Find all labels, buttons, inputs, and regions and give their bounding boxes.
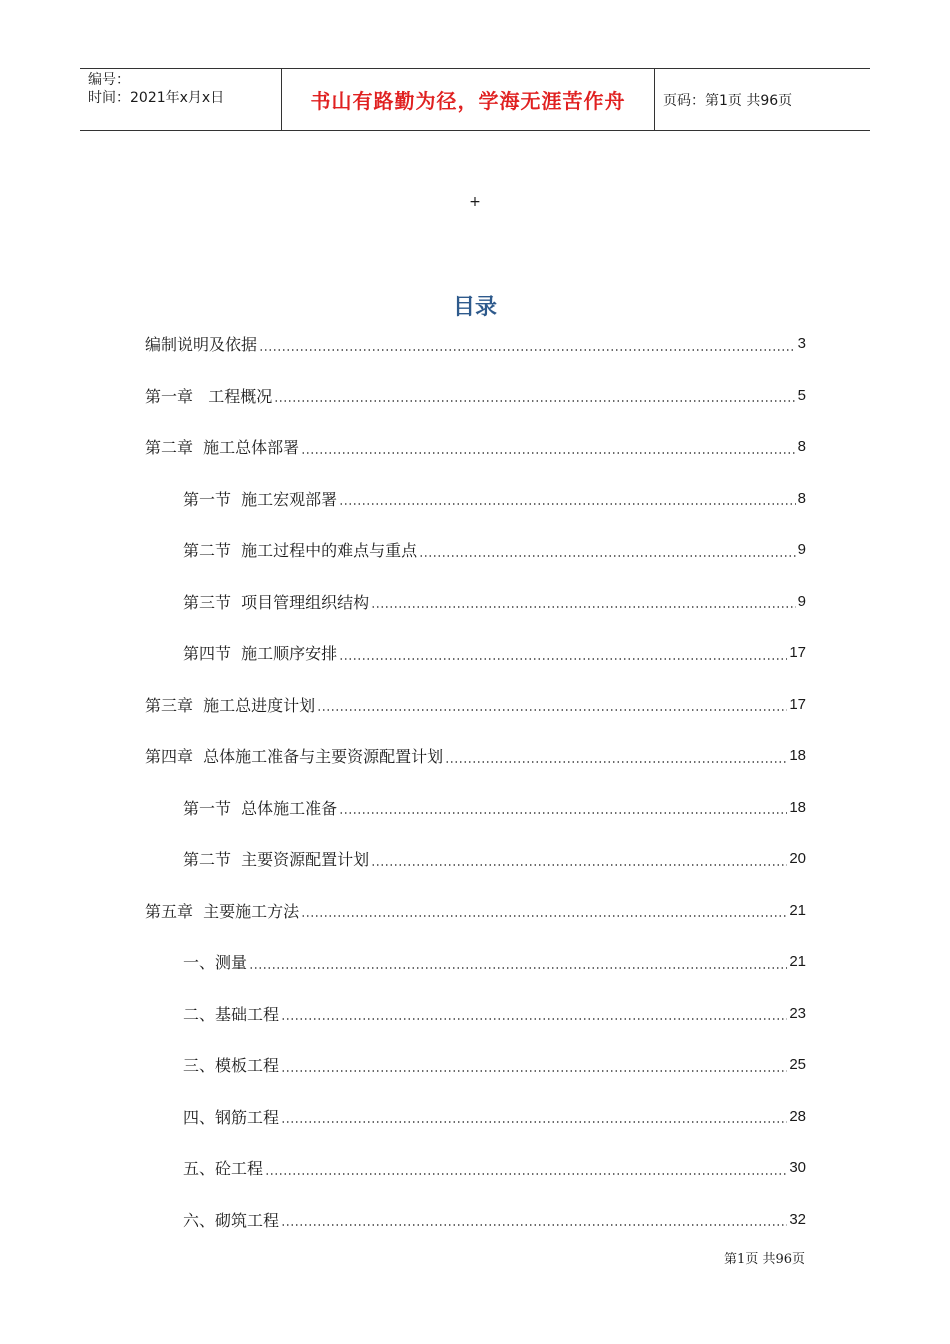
toc-entry-title: 第一节 总体施工准备: [183, 798, 338, 818]
toc-entry-page: 9: [797, 592, 806, 610]
toc-entry[interactable]: [145, 936, 806, 988]
toc-entry-page: 30: [789, 1159, 806, 1177]
toc-entry-title: 二、基础工程: [183, 1004, 280, 1024]
toc-entry-page: 17: [789, 644, 806, 662]
plus-mark: +: [469, 194, 481, 210]
toc-entry-page: 17: [789, 695, 806, 713]
header-page-info: 页码：第1页 共96页: [663, 92, 793, 109]
toc-entry-page: 8: [797, 438, 806, 456]
toc-entry-page: 9: [797, 541, 806, 559]
dot-leader: [274, 387, 795, 403]
header-motto: 书山有路勤为径，学海无涯苦作舟: [282, 69, 655, 130]
toc-entry[interactable]: [145, 988, 806, 1040]
dot-leader: [259, 336, 796, 352]
toc-entry[interactable]: [145, 524, 806, 576]
toc-entry[interactable]: [145, 730, 806, 782]
toc-entry-title: 六、砌筑工程: [183, 1210, 280, 1230]
toc-entry-page: 21: [789, 953, 806, 971]
toc-entry-title: 三、模板工程: [183, 1056, 280, 1076]
toc-entry-title: 第三节 项目管理组织结构: [183, 592, 370, 612]
toc-entry-title: 第二章 施工总体部署: [145, 438, 300, 458]
toc-entry-page: 25: [789, 1056, 806, 1074]
toc-entry-page: 5: [797, 386, 806, 404]
toc-entry-page: 28: [789, 1107, 806, 1125]
toc-entry-page: 18: [789, 798, 806, 816]
toc-entry[interactable]: [145, 1142, 806, 1194]
dot-leader: [281, 1211, 787, 1227]
dot-leader: [281, 1005, 787, 1021]
dot-leader: [419, 542, 795, 558]
toc-entry[interactable]: [145, 1194, 806, 1246]
toc-entry-title: 第三章 施工总进度计划: [145, 695, 316, 715]
dot-leader: [339, 799, 787, 815]
toc-entry-page: 18: [789, 747, 806, 765]
toc-entry-title: 第二节 施工过程中的难点与重点: [183, 541, 418, 561]
dot-leader: [301, 902, 787, 918]
toc-entry-page: 3: [797, 335, 806, 353]
toc-entry-page: 21: [789, 901, 806, 919]
toc-entry[interactable]: [145, 782, 806, 834]
dot-leader: [339, 645, 787, 661]
toc-entry[interactable]: [145, 473, 806, 525]
toc-entry[interactable]: [145, 421, 806, 473]
toc-entry-title: 编制说明及依据: [145, 335, 258, 355]
dot-leader: [317, 696, 787, 712]
toc-entry[interactable]: [145, 885, 806, 937]
toc-entry[interactable]: [145, 576, 806, 628]
dot-leader: [301, 439, 795, 455]
dot-leader: [371, 593, 795, 609]
toc-entry-page: 20: [789, 850, 806, 868]
toc-entry-title: 四、钢筋工程: [183, 1107, 280, 1127]
dot-leader: [281, 1108, 787, 1124]
header-meta: [80, 69, 282, 130]
dot-leader: [249, 954, 787, 970]
dot-leader: [265, 1160, 787, 1176]
dot-leader: [445, 748, 787, 764]
number-label: 编号：: [88, 72, 130, 88]
toc-entry-page: 23: [789, 1004, 806, 1022]
time-label: 时间：2021年x月x日: [88, 90, 225, 106]
dot-leader: [371, 851, 787, 867]
toc-entry[interactable]: [145, 627, 806, 679]
toc-entry[interactable]: [145, 679, 806, 731]
toc-entry[interactable]: [145, 1039, 806, 1091]
toc-entry-page: 8: [797, 489, 806, 507]
toc-entry-title: 第四章 总体施工准备与主要资源配置计划: [145, 747, 444, 767]
toc-title: 目录: [452, 295, 497, 320]
dot-leader: [281, 1057, 787, 1073]
toc-entry-title: 第一节 施工宏观部署: [183, 489, 338, 509]
toc-entry[interactable]: [145, 1091, 806, 1143]
toc-entry-title: 五、砼工程: [183, 1159, 264, 1179]
toc-entry-page: 32: [789, 1210, 806, 1228]
toc-entry[interactable]: [145, 370, 806, 422]
dot-leader: [339, 490, 795, 506]
toc-entry-title: 第四节 施工顺序安排: [183, 644, 338, 664]
table-of-contents: [145, 318, 806, 1245]
toc-entry[interactable]: [145, 318, 806, 370]
toc-entry-title: 一、测量: [183, 953, 248, 973]
page-header: [80, 68, 870, 131]
toc-entry-title: 第五章 主要施工方法: [145, 901, 300, 921]
toc-entry[interactable]: [145, 833, 806, 885]
toc-entry-title: 第一章 工程概况: [145, 386, 273, 406]
toc-entry-title: 第二节 主要资源配置计划: [183, 850, 370, 870]
page-footer: 第1页 共96页: [724, 1252, 805, 1267]
